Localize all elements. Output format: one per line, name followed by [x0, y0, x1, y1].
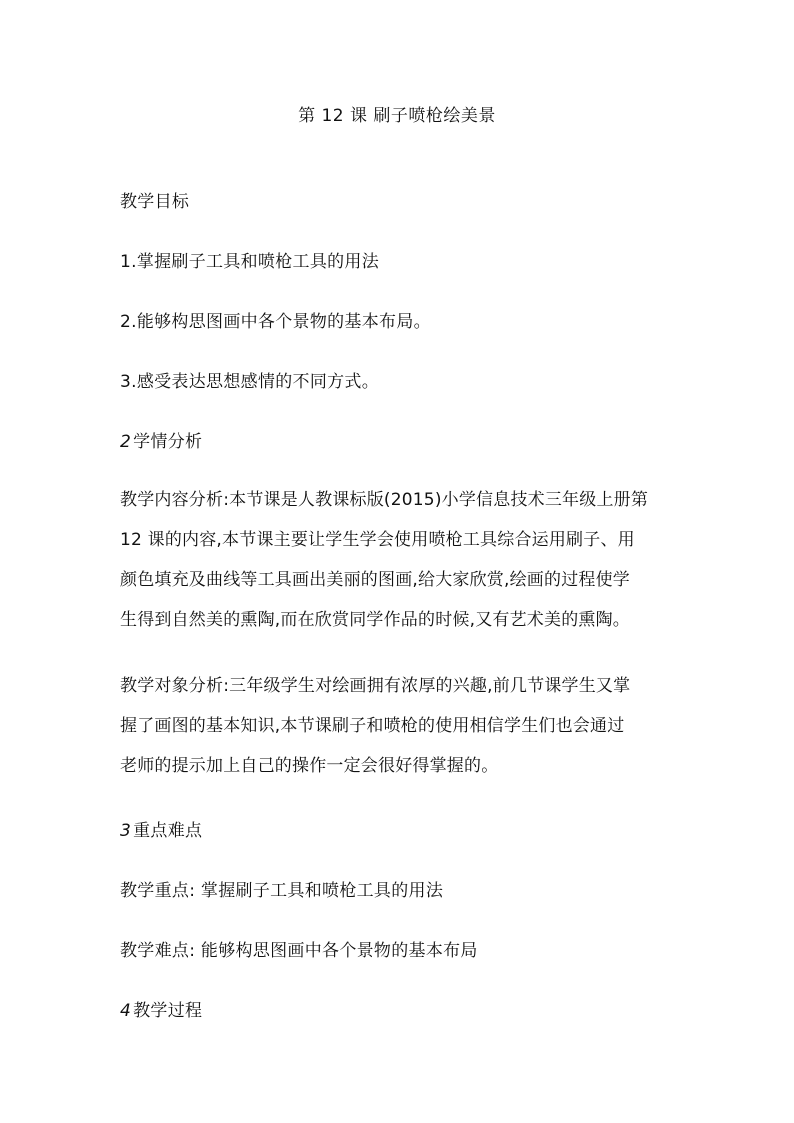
paragraph-line: 老师的提示加上自己的操作一定会很好得掌握的。: [120, 756, 499, 776]
paragraph-line: 12 课的内容,本节课主要让学生学会使用喷枪工具综合运用刷子、用: [120, 530, 635, 550]
objective-item-3: 3.感受表达思想感情的不同方式。: [120, 372, 380, 392]
paragraph-line: 颜色填充及曲线等工具画出美丽的图画,给大家欣赏,绘画的过程使学: [120, 570, 631, 590]
key-point: 教学重点: 掌握刷子工具和喷枪工具的用法: [120, 881, 444, 901]
paragraph-line: 生得到自然美的熏陶,而在欣赏同学作品的时候,又有艺术美的熏陶。: [120, 610, 631, 630]
paragraph-line: 握了画图的基本知识,本节课刷子和喷枪的使用相信学生们也会通过: [120, 716, 625, 736]
section-label: 重点难点: [133, 821, 203, 841]
section-label: 教学过程: [133, 1001, 203, 1021]
section-heading-student-analysis: [120, 430, 680, 454]
section-number: 3: [120, 821, 132, 841]
paragraph-line: 教学内容分析:本节课是人教课标版(2015)小学信息技术三年级上册第: [120, 490, 649, 510]
paragraph-line: 教学对象分析:三年级学生对绘画拥有浓厚的兴趣,前几节课学生又掌: [120, 676, 631, 696]
student-analysis-paragraph: [120, 674, 680, 794]
section-number: 4: [120, 1001, 132, 1021]
content-analysis-paragraph: [120, 488, 680, 648]
objectives-heading: 教学目标: [120, 192, 190, 212]
section-number: 2: [120, 432, 132, 452]
difficult-point: 教学难点: 能够构思图画中各个景物的基本布局: [120, 941, 478, 961]
section-heading-teaching-process: [120, 999, 680, 1023]
page-title: 第 12 课 刷子喷枪绘美景: [298, 106, 496, 126]
section-heading-key-points: [120, 819, 680, 843]
objective-item-2: 2.能够构思图画中各个景物的基本布局。: [120, 312, 431, 332]
section-label: 学情分析: [133, 432, 203, 452]
objective-item-1: 1.掌握刷子工具和喷枪工具的用法: [120, 252, 380, 272]
